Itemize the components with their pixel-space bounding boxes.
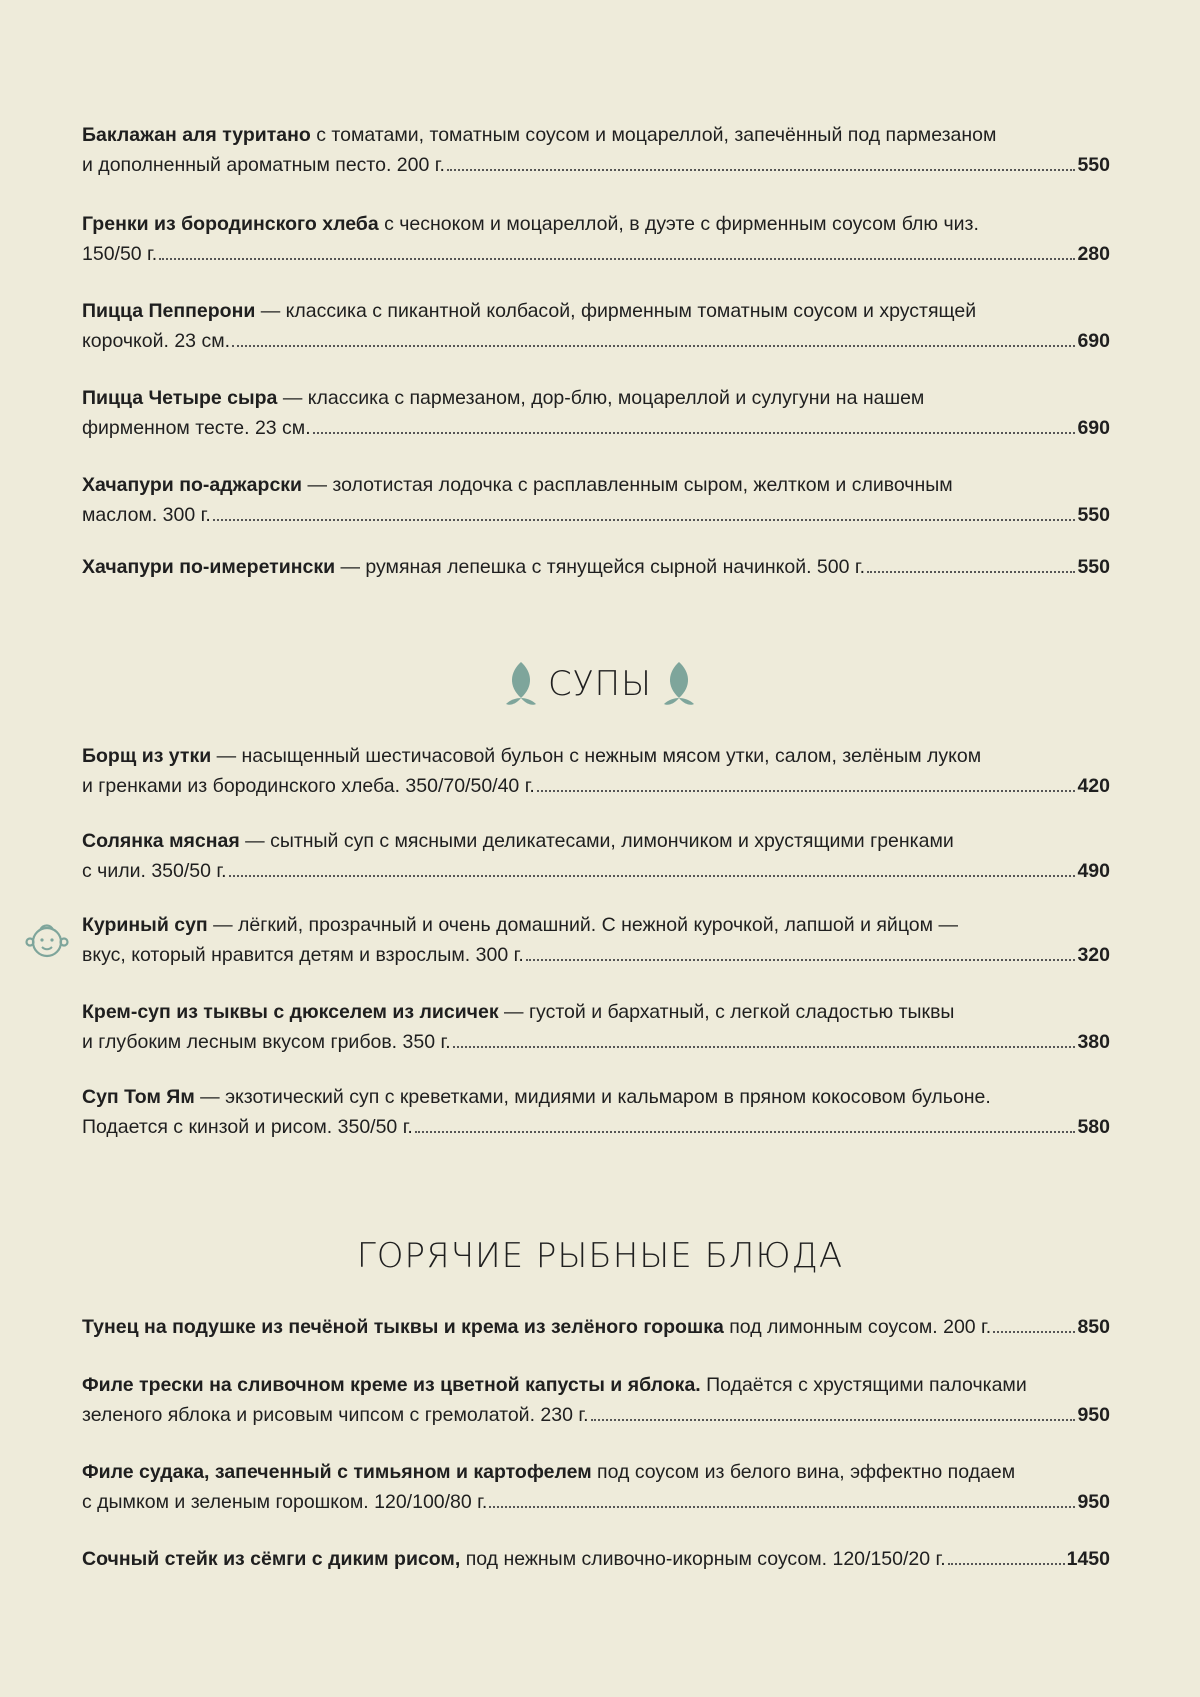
item-desc: с дымком и зеленым горошком. 120/100/80 г. xyxy=(82,1491,488,1513)
item-desc: и глубоким лесным вкусом грибов. 350 г. xyxy=(82,1031,451,1053)
item-desc: зеленого яблока и рисовым чипсом с гремолатой. 230 г. xyxy=(82,1404,589,1426)
menu-item xyxy=(82,1544,1110,1574)
item-desc: — густой и бархатный, с легкой сладостью тыквы xyxy=(498,1001,955,1023)
item-name: Тунец на подушке из печёной тыквы и крема из зелёного горошка xyxy=(82,1316,724,1338)
dot-leader xyxy=(447,168,1076,171)
item-desc: 150/50 г. xyxy=(82,243,158,265)
menu-item xyxy=(82,1312,1110,1342)
menu-item xyxy=(82,296,1110,356)
dot-leader xyxy=(526,958,1076,961)
item-desc: с чесноком и моцареллой, в дуэте с фирменным соусом блю чиз. xyxy=(378,213,979,235)
section-header-soups xyxy=(0,658,1200,710)
item-desc: — экзотический суп с креветками, мидиями и кальмаром в пряном кокосовом бульоне. xyxy=(194,1086,991,1108)
item-price: 1450 xyxy=(1066,1548,1110,1570)
item-price: 950 xyxy=(1077,1404,1110,1426)
item-price: 690 xyxy=(1077,417,1110,439)
menu-item xyxy=(82,552,1110,582)
item-name: Куриный суп xyxy=(82,914,208,936)
item-price: 690 xyxy=(1077,330,1110,352)
dot-leader xyxy=(213,518,1076,521)
item-desc: Подается с кинзой и рисом. 350/50 г. xyxy=(82,1116,413,1138)
item-name: Крем-суп из тыквы с дюкселем из лисичек xyxy=(82,1001,499,1023)
item-name: Борщ из утки xyxy=(82,745,212,767)
item-desc: — насыщенный шестичасовой бульон с нежным мясом утки, салом, зелёным луком xyxy=(211,745,982,767)
item-desc: под соусом из белого вина, эффектно подаем xyxy=(591,1461,1016,1483)
item-desc: — классика с пикантной колбасой, фирменным томатным соусом и хрустящей xyxy=(255,300,977,322)
dot-leader xyxy=(993,1330,1075,1333)
menu-item xyxy=(82,383,1110,443)
item-name: Пицца Четыре сыра xyxy=(82,387,278,409)
dot-leader xyxy=(867,570,1075,573)
dot-leader xyxy=(229,874,1076,877)
child-face-icon xyxy=(24,920,70,960)
item-name: Хачапури по-имеретински xyxy=(82,556,336,578)
item-desc: корочкой. 23 см. xyxy=(82,330,231,352)
dot-leader xyxy=(591,1418,1076,1421)
item-desc: — классика с пармезаном, дор-блю, моцареллой и сулугуни на нашем xyxy=(277,387,925,409)
item-desc: с томатами, томатным соусом и моцареллой, запечённый под пармезаном xyxy=(310,124,997,146)
menu-item xyxy=(82,1457,1110,1517)
item-price: 550 xyxy=(1077,154,1110,176)
item-desc: вкус, который нравится детям и взрослым. 300 г. xyxy=(82,944,524,966)
item-price: 850 xyxy=(1077,1316,1110,1338)
item-name: Хачапури по-аджарски xyxy=(82,474,303,496)
menu-item xyxy=(82,209,1110,269)
item-desc: и гренками из бородинского хлеба. 350/70/50/40 г. xyxy=(82,775,535,797)
menu-item xyxy=(82,120,1110,180)
item-name: Солянка мясная xyxy=(82,830,240,852)
dot-leader xyxy=(948,1562,1065,1565)
item-name: Баклажан аля туритано xyxy=(82,124,311,146)
dot-leader xyxy=(453,1045,1076,1048)
item-name: Филе трески на сливочном креме из цветной капусты и яблока. xyxy=(82,1374,701,1396)
leaf-icon xyxy=(662,658,696,710)
item-desc: и дополненный ароматным песто. 200 г. xyxy=(82,154,445,176)
item-price: 550 xyxy=(1077,556,1110,578)
item-name: Пицца Пепперони xyxy=(82,300,256,322)
section-title: ГОРЯЧИЕ РЫБНЫЕ БЛЮДА xyxy=(356,1236,844,1276)
item-desc: — лёгкий, прозрачный и очень домашний. С нежной курочкой, лапшой и яйцом — xyxy=(207,914,958,936)
item-price: 490 xyxy=(1077,860,1110,882)
menu-item xyxy=(82,910,1110,970)
item-price: 420 xyxy=(1077,775,1110,797)
item-desc: фирменном тесте. 23 см. xyxy=(82,417,311,439)
item-desc: с чили. 350/50 г. xyxy=(82,860,227,882)
item-price: 580 xyxy=(1077,1116,1110,1138)
item-name: Филе судака, запеченный с тимьяном и картофелем xyxy=(82,1461,592,1483)
item-desc: под нежным сливочно-икорным соусом. 120/150/20 г. xyxy=(460,1548,946,1570)
menu-item xyxy=(82,1082,1110,1142)
dot-leader xyxy=(159,257,1075,260)
item-desc: маслом. 300 г. xyxy=(82,504,211,526)
menu-item xyxy=(82,741,1110,801)
item-name: Суп Том Ям xyxy=(82,1086,195,1108)
item-name: Гренки из бородинского хлеба xyxy=(82,213,379,235)
menu-item xyxy=(82,997,1110,1057)
menu-item xyxy=(82,826,1110,886)
item-desc: — румяная лепешка с тянущейся сырной начинкой. 500 г. xyxy=(335,556,866,578)
menu-item xyxy=(82,1370,1110,1430)
item-price: 380 xyxy=(1077,1031,1110,1053)
section-title: СУПЫ xyxy=(547,664,653,704)
dot-leader xyxy=(415,1130,1076,1133)
dot-leader xyxy=(232,344,1075,347)
item-desc: — золотистая лодочка с расплавленным сыром, желтком и сливочным xyxy=(302,474,953,496)
item-desc: Подаётся с хрустящими палочками xyxy=(700,1374,1027,1396)
section-header-fish xyxy=(0,1236,1200,1276)
item-name: Сочный стейк из сёмги с диким рисом, xyxy=(82,1548,461,1570)
dot-leader xyxy=(489,1505,1075,1508)
item-price: 950 xyxy=(1077,1491,1110,1513)
item-price: 320 xyxy=(1077,944,1110,966)
dot-leader xyxy=(537,789,1076,792)
item-price: 280 xyxy=(1077,243,1110,265)
menu-item xyxy=(82,470,1110,530)
dot-leader xyxy=(313,431,1076,434)
leaf-icon xyxy=(504,658,538,710)
item-desc: — сытный суп с мясными деликатесами, лимончиком и хрустящими гренками xyxy=(239,830,954,852)
item-price: 550 xyxy=(1077,504,1110,526)
item-desc: под лимонным соусом. 200 г. xyxy=(723,1316,992,1338)
